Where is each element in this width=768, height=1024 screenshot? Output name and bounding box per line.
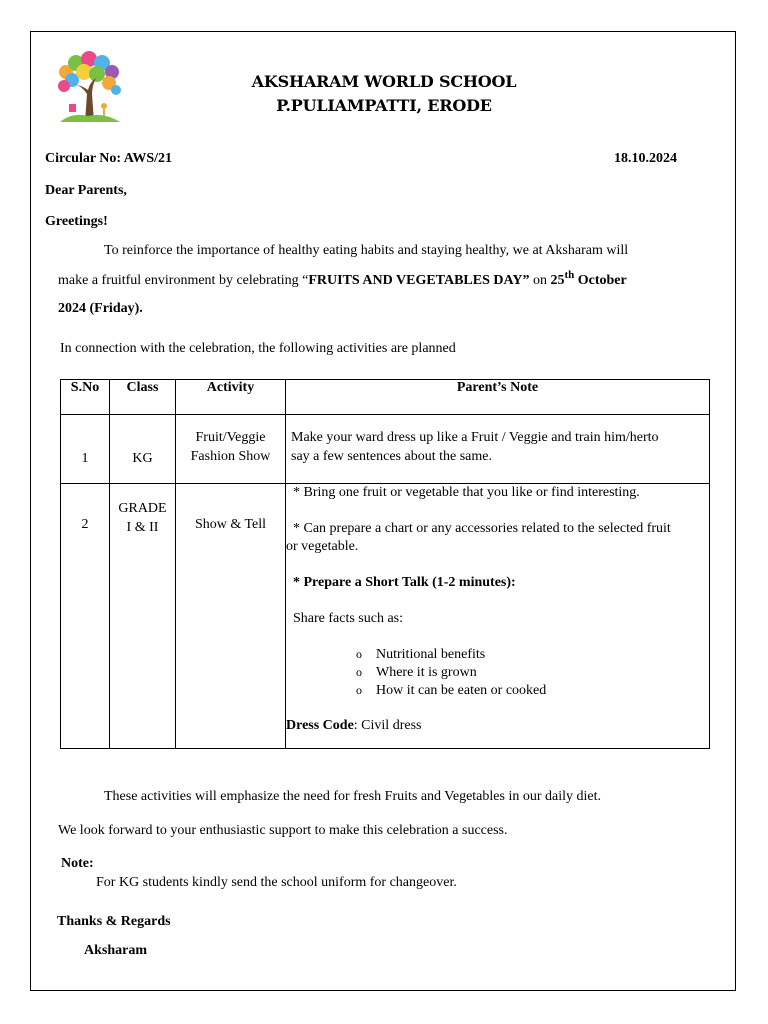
header-class: Class <box>110 380 176 415</box>
row2-note-2-line2: or vegetable. <box>286 539 359 554</box>
salutation: Dear Parents, <box>45 183 127 198</box>
row2-activity <box>176 484 286 749</box>
intro-line-2-prefix: make a fruitful environment by celebrating “ <box>58 273 309 288</box>
dress-code-value: : Civil dress <box>353 718 422 733</box>
intro-line-2 <box>58 269 627 289</box>
intro-line-3: 2024 (Friday). <box>58 301 143 316</box>
signature: Aksharam <box>84 943 148 958</box>
row2-note-2-line1: * Can prepare a chart or any accessories related to the selected fruit <box>293 521 671 536</box>
row1-sno <box>61 415 110 484</box>
event-month: October <box>574 273 627 288</box>
row1-note-line1: Make your ward dress up like a Fruit / Veggie and train him/herto <box>291 430 659 445</box>
row2-class-line1: GRADE <box>118 501 167 516</box>
greeting: Greetings! <box>45 214 108 229</box>
event-day: 25 <box>550 273 565 288</box>
row1-sno-text: 1 <box>81 451 89 466</box>
row2-note-4: Share facts such as: <box>293 611 404 626</box>
row2-sno-text: 2 <box>81 517 89 532</box>
row1-activity-line2: Fashion Show <box>190 449 271 464</box>
note-text: For KG students kindly send the school uniform for changeover. <box>96 875 457 890</box>
closing-emphasis: These activities will emphasize the need for fresh Fruits and Vegetables in our daily diet. <box>104 789 601 804</box>
row1-activity <box>176 415 286 484</box>
list-item: o Where it is grown <box>356 664 546 682</box>
row2-sno <box>61 484 110 749</box>
circular-date: 18.10.2024 <box>614 151 677 166</box>
row2-class-line2: I & II <box>126 520 159 535</box>
activities-table <box>60 379 710 749</box>
row2-class <box>110 484 176 749</box>
row2-note-1: * Bring one fruit or vegetable that you like or find interesting. <box>293 485 640 500</box>
header-parents-note: Parent’s Note <box>286 380 710 415</box>
row2-note-3: * Prepare a Short Talk (1-2 minutes): <box>293 575 516 590</box>
header-sno: S.No <box>61 380 110 415</box>
school-name: AKSHARAM WORLD SCHOOL <box>251 72 517 91</box>
thanks-regards: Thanks & Regards <box>57 914 171 929</box>
row1-note-text <box>291 428 709 466</box>
table-row <box>61 484 710 749</box>
list-item: o How it can be eaten or cooked <box>356 682 546 700</box>
closing-support: We look forward to your enthusiastic support to make this celebration a success. <box>58 823 508 838</box>
activities-intro: In connection with the celebration, the following activities are planned <box>60 341 456 356</box>
row2-class-text <box>110 499 175 537</box>
event-name: FRUITS AND VEGETABLES DAY” <box>308 273 530 288</box>
row1-note-line2: say a few sentences about the same. <box>291 449 492 464</box>
header-activity: Activity <box>176 380 286 415</box>
table-row <box>61 415 710 484</box>
circular-number: Circular No: AWS/21 <box>45 151 173 166</box>
row1-note <box>286 415 710 484</box>
row1-activity-text <box>176 428 285 466</box>
facts-list <box>356 646 546 700</box>
school-address: P.PULIAMPATTI, ERODE <box>276 96 492 115</box>
intro-line-1: To reinforce the importance of healthy eating habits and staying healthy, we at Aksharam will <box>104 243 629 258</box>
dress-code-label: Dress Code <box>286 718 354 733</box>
row2-note-content <box>286 484 709 748</box>
note-label: Note: <box>61 856 94 871</box>
row1-class-text: KG <box>132 451 153 466</box>
row2-activity-text: Show & Tell <box>194 517 267 532</box>
intro-on: on <box>529 273 551 288</box>
row1-class <box>110 415 176 484</box>
event-day-suffix: th <box>564 269 575 281</box>
row1-activity-line1: Fruit/Veggie <box>195 430 266 445</box>
table-header-row <box>61 380 710 415</box>
dress-code <box>286 718 421 734</box>
list-item: o Nutritional benefits <box>356 646 546 664</box>
row2-note <box>286 484 710 749</box>
